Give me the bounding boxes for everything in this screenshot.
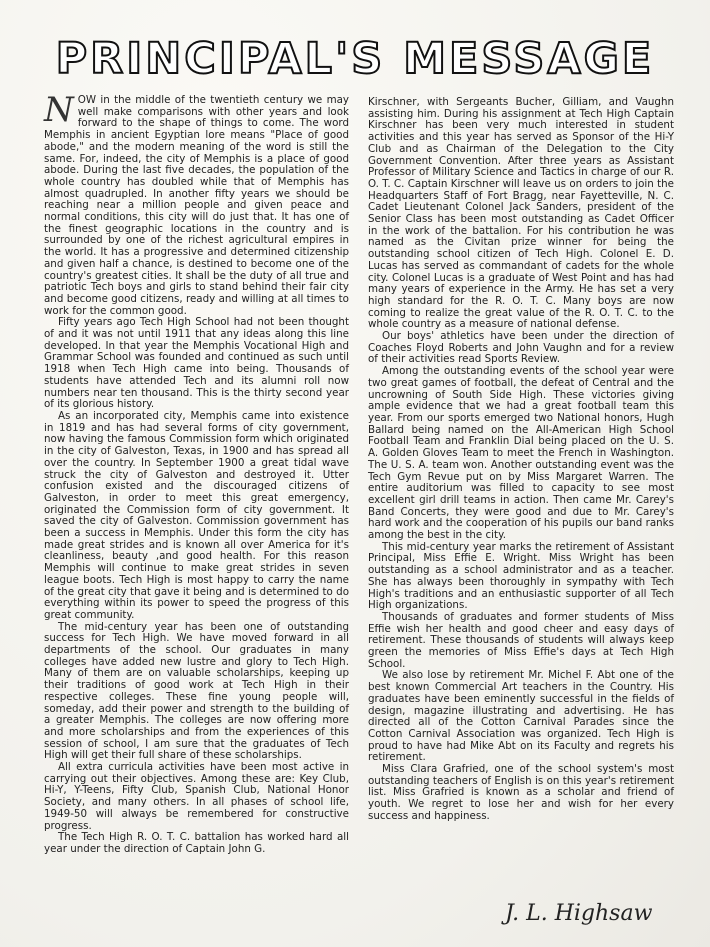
drop-cap: N <box>44 90 74 130</box>
signature: J. L. Highsaw <box>505 901 653 926</box>
paragraph: All extra curricula activities have been most active in carrying out their objectives. Among these are: Key Club, Hi-Y, Y-Teens, Fifty Club, Spanish Club, National Honor Society, and many others. In all phases of school life, 1949-50 will always be remembered for constructive progress. <box>44 761 349 832</box>
paragraph: Kirschner, with Sergeants Bucher, Gilliam, and Vaughn assisting him. During his assignment at Tech High Captain Kirschner has been very much interested in student activities and this year has served as Sponsor of the Hi-Y Club and as Chairman of the Delegation to the City Government Convention. After three years as Assistant Professor of Military Science and Tactics in charge of our R. O. T. C. Captain Kirschner will leave us on orders to join the Headquarters Staff of Fort Bragg, near Fayetteville, N. C. Cadet Lieutenant Colonel Jack Sanders, president of the Senior Class has been most outstanding as Cadet Officer in the work of the battalion. For his contribution he was named as the Civitan prize winner for being the outstanding school citizen of Tech High. Colonel E. D. Lucas has served as commandant of cadets for the whole city. Colonel Lucas is a graduate of West Point and has had many years of experience in the Army. He has set a very high standard for the R. O. T. C. Many boys are now coming to realize the great value of the R. O. T. C. to the whole country as a measure of national defense. <box>368 96 674 331</box>
paragraph: Among the outstanding events of the school year were two great games of football, the defeat of Central and the uncrowning of South Side High. These victories giving ample evidence that we had a great football team this year. From our sports emerged two National honors, Hugh Ballard being named on the All-American High School Football Team and Franklin Dial being placed on the U. S. A. Golden Gloves Team to meet the French in Washington. The U. S. A. team won. Another outstanding event was the Tech Gym Revue put on by Miss Margaret Warren. The entire auditorium was filled to capacity to see most excellent girl drill teams in action. Then came Mr. Carey's Band Concerts, they were good and due to Mr. Carey's hard work and the cooperation of his pupils our band ranks among the best in the city. <box>368 365 674 542</box>
paragraph: The Tech High R. O. T. C. battalion has worked hard all year under the direction of Captain John G. <box>44 831 349 855</box>
paragraph: The mid-century year has been one of outstanding success for Tech High. We have moved forward in all departments of the school. Our graduates in many colleges have added new lustre and glory to Tech High. Many of them are on valuable scholarships, keeping up their traditions of good work at Tech High in their respective colleges. These fine young people will, someday, add their power and strength to the building of a greater Memphis. The colleges are now offering more and more scholarships and from the experiences of this session of school, I am sure that the graduates of Tech High will get their full share of these scholarships. <box>44 620 349 762</box>
paragraph: Our boys' athletics have been under the direction of Coaches Floyd Roberts and John Vaughn and for a review of their activities read Sports Review. <box>368 330 674 366</box>
paragraph: As an incorporated city, Memphis came into existence in 1819 and has had several forms of city government, now having the famous Commission form which originated in the city of Galveston, Texas, in 1900 and has spread all over the country. In September 1900 a great tidal wave struck the city of Galveston and destroyed it. Utter confusion existed and the discouraged citizens of Galveston, in order to meet this great emergency, originated the Commission form of city government. It saved the city of Galveston. Commission government has been a success in Memphis. Under this form the city has made great strides and is known all over America for it's cleanliness, beauty ,and good health. For this reason Memphis will continue to make great strides in seven league boots. Tech High is most happy to carry the name of the great city that gave it being and is determined to do everything within its power to speed the progress of this great community. <box>44 409 349 621</box>
paragraph: Thousands of graduates and former students of Miss Effie wish her health and good cheer and easy days of retirement. These thousands of students will always keep green the memories of Miss Effie's days at Tech High School. <box>368 610 674 670</box>
right-column <box>368 97 674 823</box>
paragraph: Miss Clara Grafried, one of the school system's most outstanding teachers of English is on this year's retirement list. Miss Grafried is known as a scholar and friend of youth. We regret to lose her and wish for her every success and happiness. <box>368 763 674 822</box>
page-title: PRINCIPAL'S MESSAGE <box>55 34 655 84</box>
left-column <box>44 90 349 856</box>
paragraph: This mid-century year marks the retirement of Assistant Principal, Miss Effie E. Wright. Miss Wright has been outstanding as a school administrator and as a teacher. She has always been thoroughly in sympathy with Tech High's traditions and an enthusiastic supporter of all Tech High organizations. <box>368 540 674 612</box>
paragraph <box>44 90 349 317</box>
paragraph: Fifty years ago Tech High School had not been thought of and it was not until 1911 that any ideas along this line developed. In that year the Memphis Vocational High and Grammar School was founded and continued as such until 1918 when Tech High came into being. Thousands of students have attended Tech and its alumni roll now numbers near ten thousand. This is the thirty second year of its glorious history. <box>44 316 349 411</box>
paragraph-text: OW in the middle of the twentieth century we may well make comparisons with other years and look forward to the shape of things to come. The word Memphis in ancient Egyptian lore means "Place of good abode," and the modern meaning of the word is still the same. For, indeed, the city of Memphis is a place of good abode. During the last five decades, the population of the whole country has doubled while that of Memphis has almost quadrupled. In another fifty years we should be reaching near a million people and given peace and normal conditions, this city will do just that. It has one of the finest geographic locations in the country and is surrounded by one of the richest agricultural empires in the world. It has a progressive and determined citizenship and given half a chance, is destined to become one of the country's greatest cities. It shall be the duty of all true and patriotic Tech boys and girls to stand behind their fair city and become good citizens, ready and willing at all times to work for the common good. <box>44 94 349 317</box>
paragraph: We also lose by retirement Mr. Michel F. Abt one of the best known Commercial Art teachers in the Country. His graduates have been eminently successful in the fields of design, magazine illustrating and advertising. He has directed all of the Cotton Carnival Parades since the Cotton Carnival Association was organized. Tech High is proud to have had Mike Abt on its Faculty and regrets his retirement. <box>368 669 674 764</box>
